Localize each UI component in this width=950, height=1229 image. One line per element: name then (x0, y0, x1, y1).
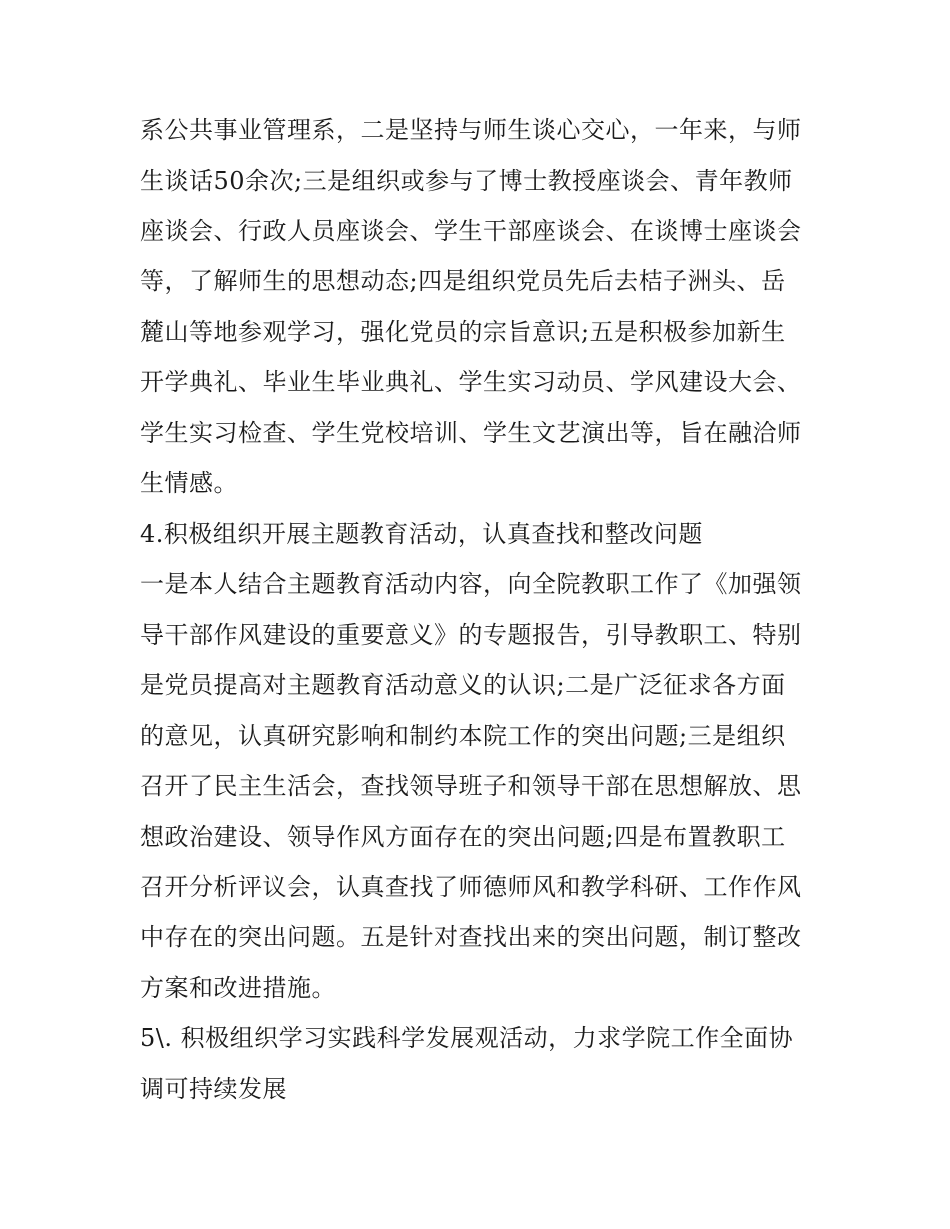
text-line: 中存在的突出问题。五是针对查找出来的突出问题，制订整改 (140, 923, 802, 951)
text-line: 导干部作风建设的重要意义》的专题报告，引导教职工、特别 (140, 621, 802, 649)
text-line: 麓山等地参观学习，强化党员的宗旨意识;五是积极参加新生 (140, 318, 786, 346)
text-line: 一是本人结合主题教育活动内容，向全院教职工作了《加强领 (140, 570, 802, 598)
text-line: 是党员提高对主题教育活动意义的认识;二是广泛征求各方面 (140, 671, 786, 699)
text-line: 学生实习检查、学生党校培训、学生文艺演出等，旨在融洽师 (140, 419, 802, 447)
text-line: 召开分析评议会，认真查找了师德师风和教学科研、工作作风 (140, 873, 802, 901)
text-line: 等，了解师生的思想动态;四是组织党员先后去桔子洲头、岳 (140, 267, 786, 295)
text-line: 方案和改进措施。 (140, 974, 336, 1002)
text-line: 生情感。 (140, 469, 238, 497)
text-line: 生谈话50余次;三是组织或参与了博士教授座谈会、青年教师 (140, 167, 793, 195)
text-line: 的意见，认真研究影响和制约本院工作的突出问题;三是组织 (140, 722, 786, 750)
section-heading: 5\. 积极组织学习实践科学发展观活动，力求学院工作全面协 (140, 1024, 794, 1052)
text-line: 系公共事业管理系，二是坚持与师生谈心交心，一年来，与师 (140, 116, 802, 144)
text-line: 座谈会、行政人员座谈会、学生干部座谈会、在谈博士座谈会 (140, 217, 802, 245)
text-line: 召开了民主生活会，查找领导班子和领导干部在思想解放、思 (140, 772, 802, 800)
text-line: 调可持续发展 (140, 1075, 287, 1103)
text-line: 想政治建设、领导作风方面存在的突出问题;四是布置教职工 (140, 823, 786, 851)
text-line: 开学典礼、毕业生毕业典礼、学生实习动员、学风建设大会、 (140, 368, 802, 396)
section-heading: 4.积极组织开展主题教育活动，认真查找和整改问题 (140, 520, 703, 548)
